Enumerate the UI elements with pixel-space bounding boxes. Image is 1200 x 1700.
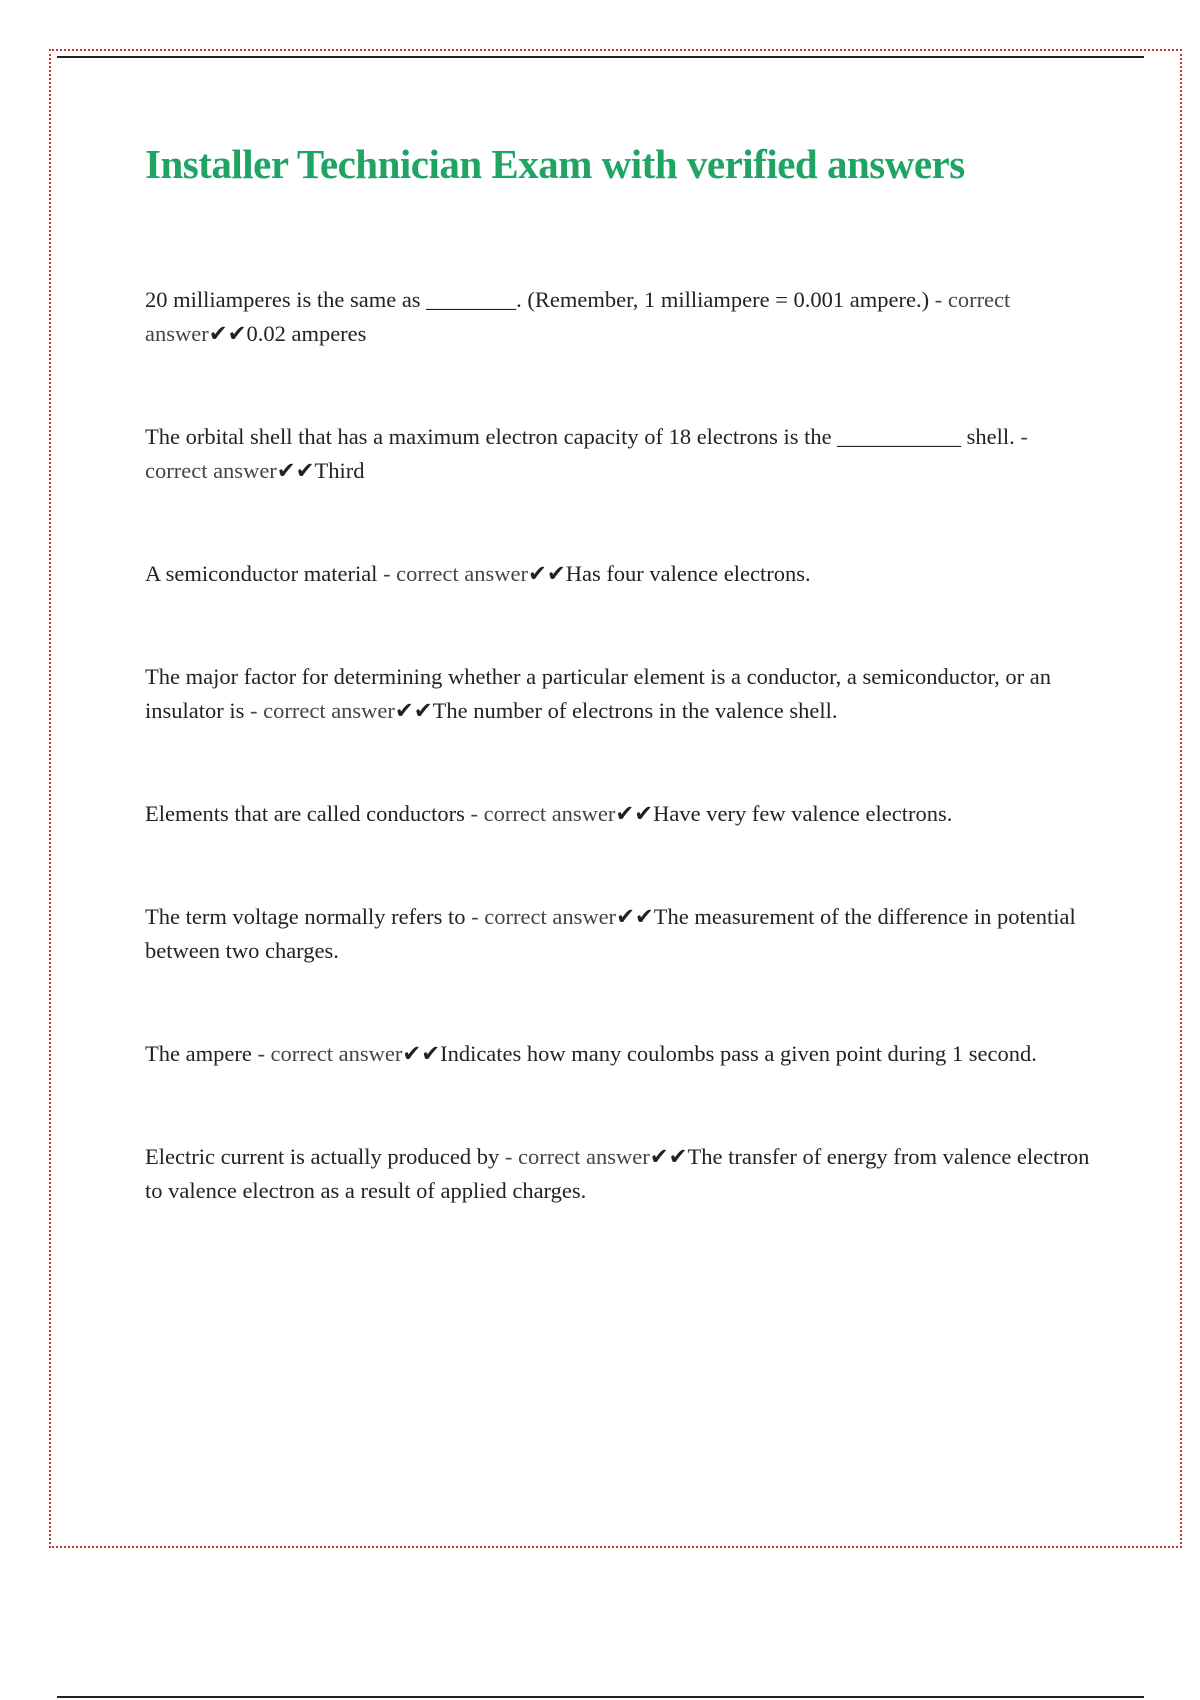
qa-item (145, 557, 1095, 591)
qa-item (145, 283, 1095, 351)
qa-item (145, 1037, 1095, 1071)
question-text: A semiconductor material (145, 561, 378, 587)
qa-item (145, 900, 1095, 968)
answer-separator: - correct answer (244, 698, 395, 724)
answer-separator: - correct answer (465, 904, 617, 930)
qa-item (145, 797, 1095, 831)
check-icon: ✔✔ (208, 321, 247, 347)
answer-text: The transfer of energy from valence electron to valence electron as a result of applied charges. (145, 1144, 1090, 1204)
check-icon: ✔✔ (616, 904, 654, 930)
check-icon: ✔✔ (527, 561, 566, 587)
answer-text: Has four valence electrons. (565, 561, 811, 587)
qa-item (145, 420, 1095, 488)
answer-text: Third (314, 458, 365, 484)
document-body (145, 138, 1095, 1277)
answer-separator: - correct answer (251, 1041, 403, 1067)
question-text: The ampere (145, 1041, 252, 1067)
question-text: The major factor for determining whether a particular element is a conductor, a semiconductor, or an insulator is (145, 664, 1051, 724)
question-text: 20 milliamperes is the same as ________. (Remember, 1 milliampere = 0.001 ampere.) (145, 287, 930, 313)
qa-item (145, 1140, 1095, 1208)
check-icon: ✔✔ (394, 698, 433, 724)
header-rule (57, 56, 1144, 58)
answer-text: The measurement of the difference in potential between two charges. (145, 904, 1076, 964)
answer-text: The number of electrons in the valence shell. (432, 698, 838, 724)
check-icon: ✔✔ (615, 801, 654, 827)
qa-item (145, 660, 1095, 728)
page-title: Installer Technician Exam with verified answers (145, 141, 965, 187)
answer-separator: - correct answer (145, 424, 1028, 484)
answer-text: 0.02 amperes (246, 321, 367, 347)
question-text: Electric current is actually produced by (145, 1144, 500, 1170)
answer-separator: - correct answer (464, 801, 616, 827)
question-text: The orbital shell that has a maximum electron capacity of 18 electrons is the ___________ shell. (145, 424, 1015, 450)
answer-text: Indicates how many coulombs pass a given point during 1 second. (440, 1041, 1037, 1067)
check-icon: ✔✔ (276, 458, 315, 484)
footer-rule (57, 1696, 1144, 1698)
question-text: Elements that are called conductors (145, 801, 465, 827)
question-text: The term voltage normally refers to (145, 904, 466, 930)
answer-separator: - correct answer (377, 561, 528, 587)
check-icon: ✔✔ (649, 1144, 688, 1170)
answer-separator: - correct answer (145, 287, 1011, 347)
answer-text: Have very few valence electrons. (653, 801, 953, 827)
answer-separator: - correct answer (499, 1144, 650, 1170)
check-icon: ✔✔ (402, 1041, 441, 1067)
